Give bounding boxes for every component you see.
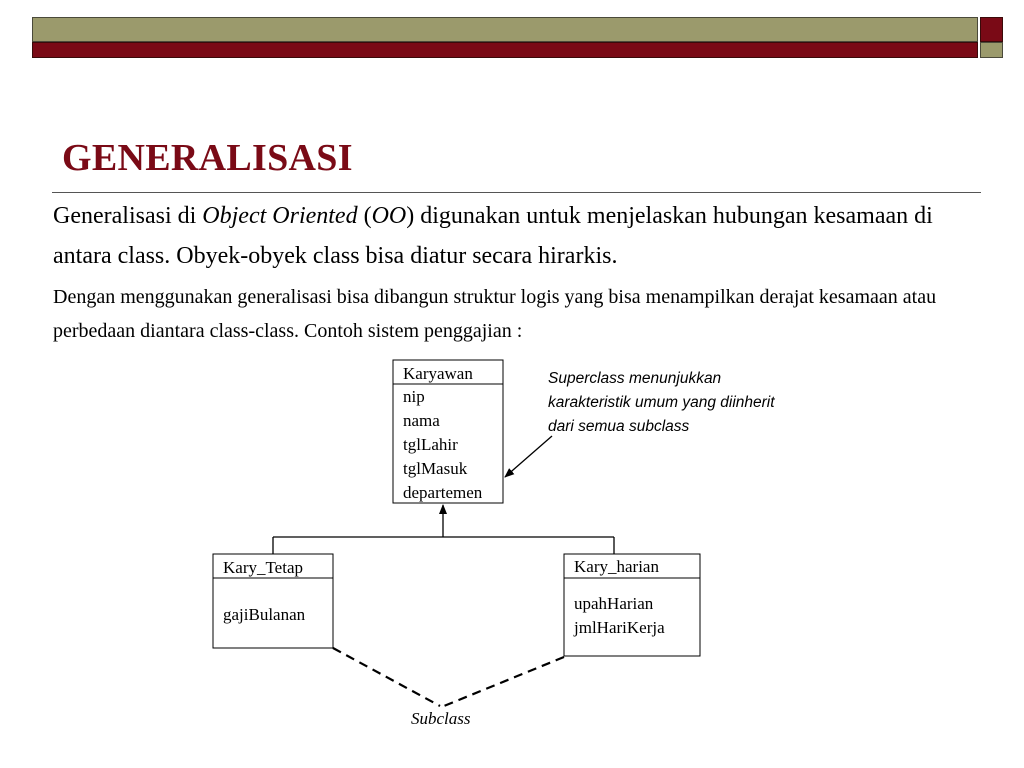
subclass-dashed-lines	[333, 648, 564, 706]
note-line: dari semua subclass	[548, 418, 690, 435]
attribute: upahHarian	[574, 594, 654, 613]
superclass-note	[548, 370, 775, 435]
example-paragraph: Dengan menggunakan generalisasi bisa dibangun struktur logis yang bisa menampilkan derajat kesamaan atau perbedaan diantara class-class. Contoh sistem penggajian :	[53, 286, 937, 342]
intro-term-oo: OO	[371, 203, 407, 229]
attribute: nama	[403, 411, 440, 430]
intro-text-1: Generalisasi di	[53, 203, 203, 229]
class-box-karyawan	[393, 360, 503, 503]
attribute: tglLahir	[403, 435, 458, 454]
attribute: jmlHariKerja	[574, 618, 665, 637]
attribute: nip	[403, 387, 425, 406]
class-name-kary-harian: Kary_harian	[574, 557, 659, 576]
inheritance-connector	[273, 505, 614, 554]
subclass-label: Subclass	[411, 709, 471, 728]
intro-text-2: (	[357, 203, 372, 229]
class-name-karyawan: Karyawan	[403, 364, 473, 383]
note-line: Superclass menunjukkan	[548, 370, 722, 387]
note-line: karakteristik umum yang diinherit	[548, 394, 775, 411]
attribute: departemen	[403, 483, 483, 502]
attribute: tglMasuk	[403, 459, 468, 478]
intro-text-3: ) digunakan untuk menjelaskan hubungan kesamaan di antara class. Obyek-obyek class bisa diatur secara hirarkis.	[53, 203, 933, 269]
class-box-kary-tetap	[213, 554, 333, 648]
slide-title: GENERALISASI	[62, 137, 353, 179]
attribute: gajiBulanan	[223, 605, 306, 624]
class-name-kary-tetap: Kary_Tetap	[223, 558, 303, 577]
annotation-arrow	[505, 436, 552, 477]
intro-term-object-oriented: Object Oriented	[202, 203, 358, 229]
class-box-kary-harian	[564, 554, 700, 656]
